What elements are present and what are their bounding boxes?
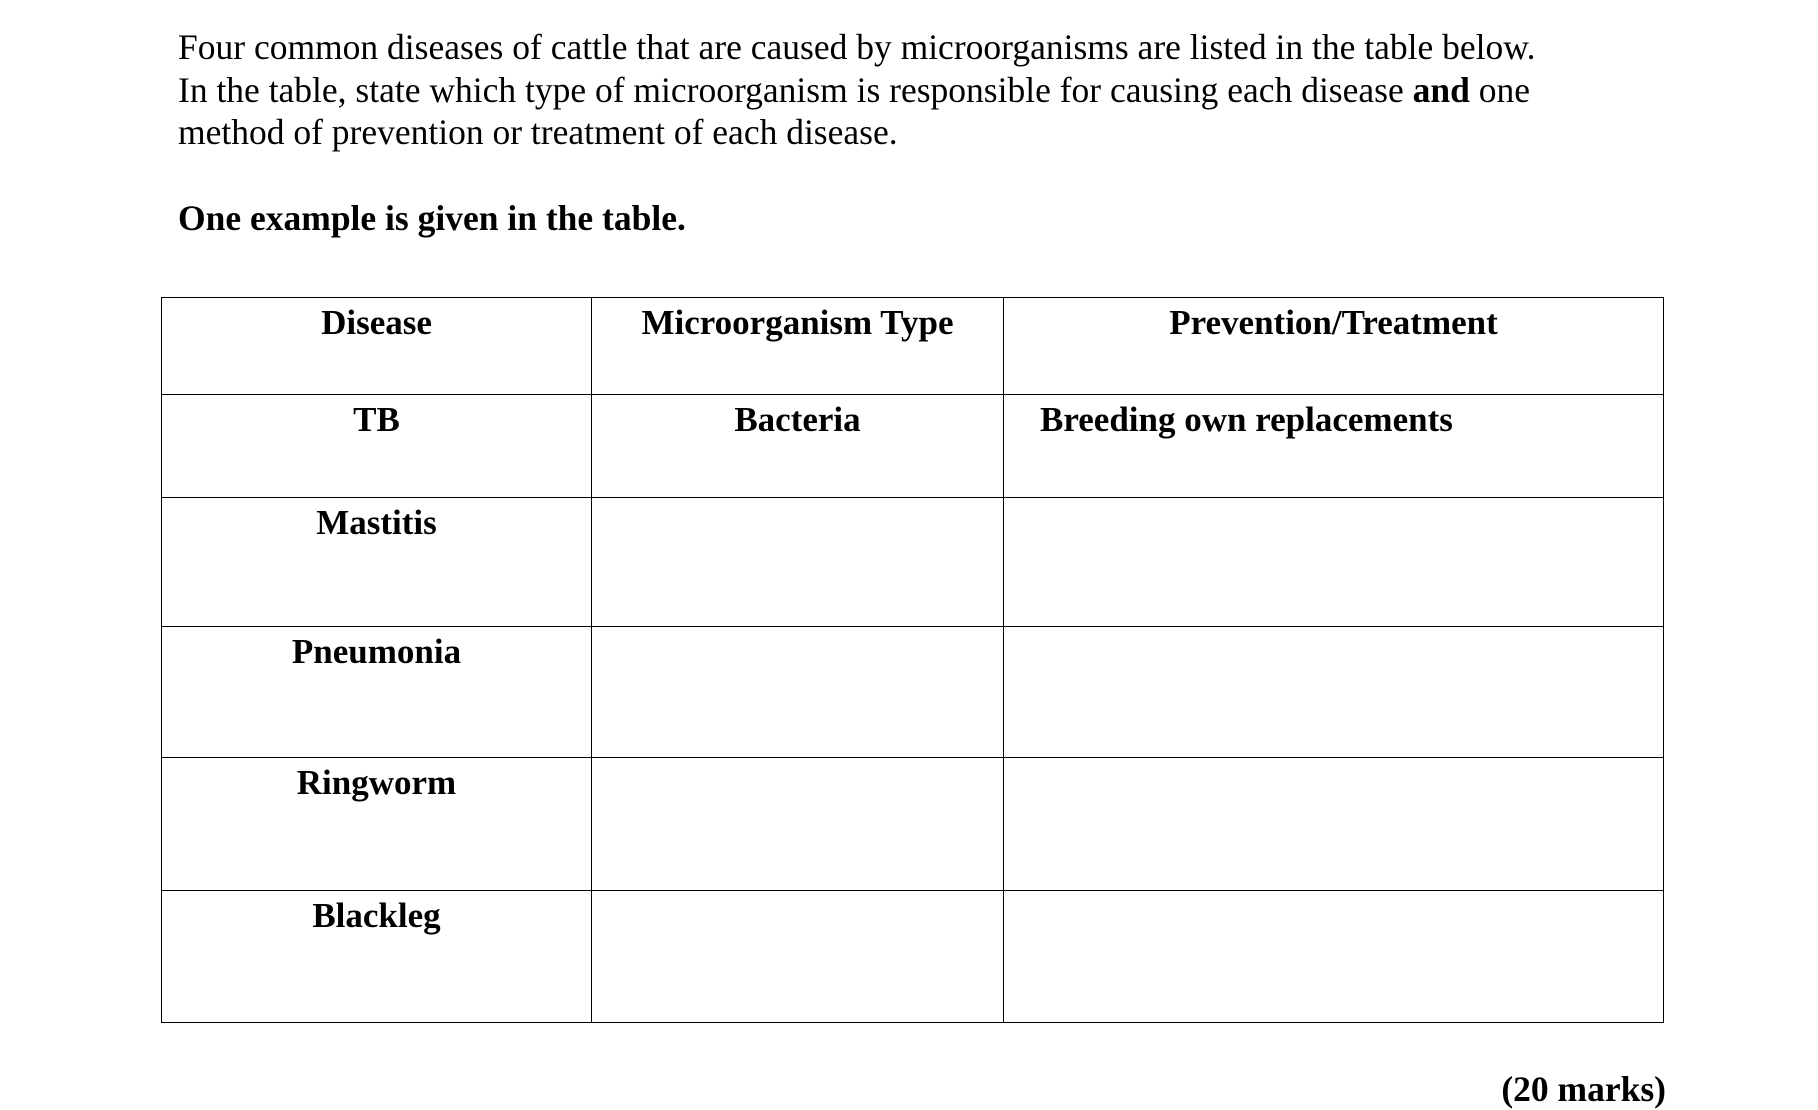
microorganism-answer-cell[interactable] [592,758,1004,891]
instruction-emphasis-and: and [1412,69,1470,110]
disease-table [161,297,1664,1023]
prevention-answer-cell[interactable] [1004,627,1664,758]
header-prevention-treatment: Prevention/Treatment [1004,298,1664,395]
table-row [162,758,1664,891]
microorganism-answer-cell[interactable] [592,891,1004,1023]
table-header-row [162,298,1664,395]
instruction-line-2-end: one [1469,69,1530,110]
header-disease: Disease [162,298,592,395]
instruction-line-1: Four common diseases of cattle that are caused by microorganisms are listed in the table below. [178,27,1536,67]
instruction-line-3: method of prevention or treatment of each disease. [178,112,898,152]
instruction-line-2 [178,69,1678,112]
disease-cell: Blackleg [162,891,592,1023]
disease-cell: Pneumonia [162,627,592,758]
prevention-answer-cell[interactable] [1004,891,1664,1023]
table-row [162,498,1664,627]
microorganism-answer-cell[interactable] [592,498,1004,627]
table-row [162,891,1664,1023]
disease-cell: Ringworm [162,758,592,891]
disease-cell: TB [162,395,592,498]
microorganism-answer-cell[interactable] [592,627,1004,758]
marks-label: (20 marks) [1501,1069,1666,1109]
table-row [162,395,1664,498]
prevention-cell: Breeding own replacements [1004,395,1664,498]
disease-cell: Mastitis [162,498,592,627]
prevention-answer-cell[interactable] [1004,498,1664,627]
table-row [162,627,1664,758]
prevention-answer-cell[interactable] [1004,758,1664,891]
example-note: One example is given in the table. [178,198,686,238]
microorganism-cell: Bacteria [592,395,1004,498]
header-microorganism-type: Microorganism Type [592,298,1004,395]
question-instructions [178,26,1678,154]
instruction-line-2-start: In the table, state which type of microorganism is responsible for causing each disease [178,69,1413,110]
